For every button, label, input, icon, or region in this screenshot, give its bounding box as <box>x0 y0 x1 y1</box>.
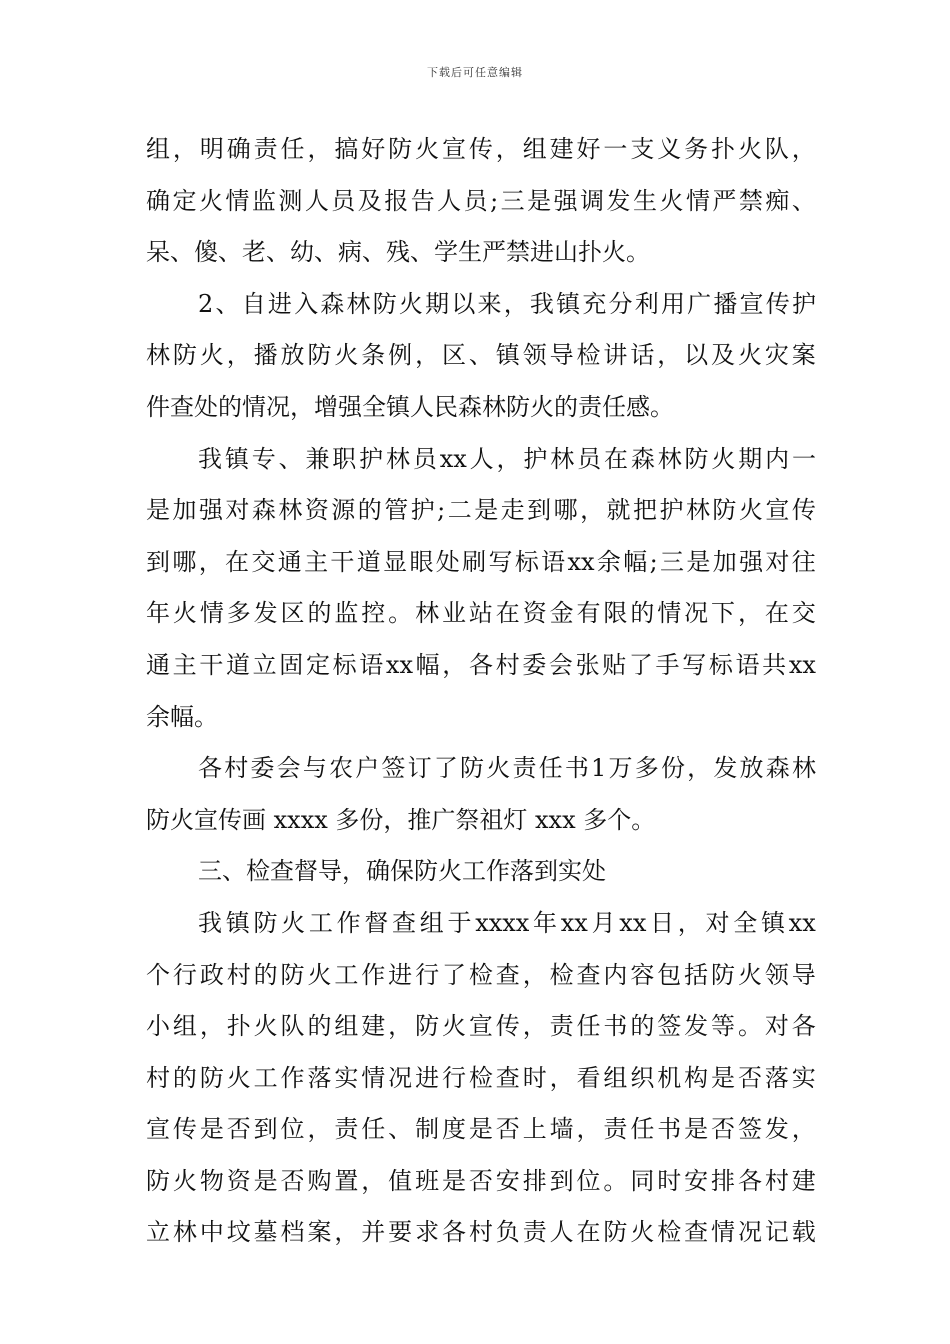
text-line: 余幅。 <box>146 702 218 731</box>
header-note: 下载后可任意编辑 <box>427 66 523 79</box>
text-line: 个 行 政 村 的 防 火 工 作 进 行 了 检 查 ， 检 查 内 容 包 括 防 火 领 导 <box>146 960 816 989</box>
text-line: 通 主 干 道 立 固 定 标 语 xx 幅 ， 各 村 委 会 张 贴 了 手 写 标 语 共 xx <box>146 650 816 679</box>
text-line: 我 镇 专 、 兼 职 护 林 员 xx 人 ， 护 林 员 在 森 林 防 火 期 内 一 <box>198 444 816 473</box>
text-line: 组 ， 明 确 责 任 ， 搞 好 防 火 宣 传 ， 组 建 好 一 支 义 务 扑 火 队 ， <box>146 135 816 163</box>
text-line: 林 防 火 ， 播 放 防 火 条 例 ， 区 、 镇 领 导 检 讲 话 ， 以 及 火 灾 案 <box>146 341 816 370</box>
text-line: 是 加 强 对 森 林 资 源 的 管 护 ; 二 是 走 到 哪 ， 就 把 护 林 防 火 宣 传 <box>146 496 816 525</box>
text-line: 立 林 中 坟 墓 档 案 ， 并 要 求 各 村 负 责 人 在 防 火 检 查 情 况 记 载 <box>146 1218 816 1247</box>
text-line: 我 镇 防 火 工 作 督 查 组 于 xxxx 年 xx 月 xx 日 ， 对 全 镇 xx <box>198 908 816 937</box>
text-line: 各 村 委 会 与 农 户 签 订 了 防 火 责 任 书 1 万 多 份 ， 发 放 森 林 <box>198 754 816 783</box>
text-line: 村 的 防 火 工 作 落 实 情 况 进 行 检 查 时 ， 看 组 织 机 构 是 否 落 实 <box>146 1063 816 1092</box>
text-line: 防火宣传画 xxxx 多份，推广祭祖灯 xxx 多个。 <box>146 805 656 834</box>
text-line: 三、检查督导，确保防火工作落到实处 <box>198 857 606 886</box>
text-line: 呆、傻、老、幼、病、残、学生严禁进山扑火。 <box>146 238 650 267</box>
text-line: 到 哪 ， 在 交 通 主 干 道 显 眼 处 刷 写 标 语 xx 余 幅 ; 三 是 加 强 对 往 <box>146 547 816 576</box>
text-line: 年 火 情 多 发 区 的 监 控 。 林 业 站 在 资 金 有 限 的 情 况 下 ， 在 交 <box>146 599 816 628</box>
text-line: 件查处的情况，增强全镇人民森林防火的责任感。 <box>146 392 674 421</box>
text-line: 小 组 ， 扑 火 队 的 组 建 ， 防 火 宣 传 ， 责 任 书 的 签 发 等 。 对 各 <box>146 1012 816 1041</box>
text-line: 宣 传 是 否 到 位 ， 责 任 、 制 度 是 否 上 墙 ， 责 任 书 是 否 签 发 ， <box>146 1115 816 1144</box>
text-line: 防 火 物 资 是 否 购 置 ， 值 班 是 否 安 排 到 位 。 同 时 安 排 各 村 建 <box>146 1166 816 1195</box>
text-line: 2 、 自 进 入 森 林 防 火 期 以 来 ， 我 镇 充 分 利 用 广 播 宣 传 护 <box>198 289 816 318</box>
document-body <box>146 124 816 1259</box>
text-line: 确 定 火 情 监 测 人 员 及 报 告 人 员 ; 三 是 强 调 发 生 火 情 严 禁 痴 、 <box>146 186 816 215</box>
